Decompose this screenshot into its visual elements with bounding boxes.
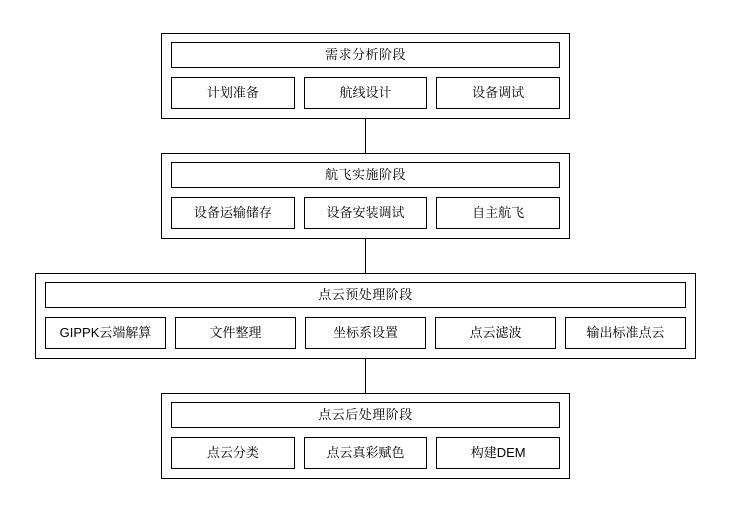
stage-title: 点云预处理阶段 <box>45 282 686 308</box>
stage-item: 航线设计 <box>304 77 428 109</box>
stage-item: 点云分类 <box>171 437 295 469</box>
stage-item: 输出标准点云 <box>565 317 686 349</box>
stage-item: 点云真彩赋色 <box>304 437 428 469</box>
stage-block-flight-execution <box>161 153 570 239</box>
stage-item: 文件整理 <box>175 317 296 349</box>
stage-item: 点云滤波 <box>435 317 556 349</box>
stage-block-requirement-analysis <box>161 33 570 119</box>
stage-item-row <box>171 197 560 229</box>
stage-item-row <box>45 317 686 349</box>
stage-item: GIPPK云端解算 <box>45 317 166 349</box>
stage-title: 航飞实施阶段 <box>171 162 560 188</box>
stage-item: 设备安装调试 <box>304 197 428 229</box>
stage-item: 设备运输储存 <box>171 197 295 229</box>
stage-title: 需求分析阶段 <box>171 42 560 68</box>
connector-line <box>365 359 366 393</box>
stage-block-point-cloud-preprocessing <box>35 273 696 359</box>
stage-item-row <box>171 77 560 109</box>
stage-item: 构建DEM <box>436 437 560 469</box>
connector-line <box>365 119 366 153</box>
stage-item: 计划准备 <box>171 77 295 109</box>
connector-line <box>365 239 366 273</box>
stage-block-point-cloud-postprocessing <box>161 393 570 479</box>
stage-item: 坐标系设置 <box>305 317 426 349</box>
stage-item: 设备调试 <box>436 77 560 109</box>
stage-item-row <box>171 437 560 469</box>
stage-title: 点云后处理阶段 <box>171 402 560 428</box>
stage-item: 自主航飞 <box>436 197 560 229</box>
